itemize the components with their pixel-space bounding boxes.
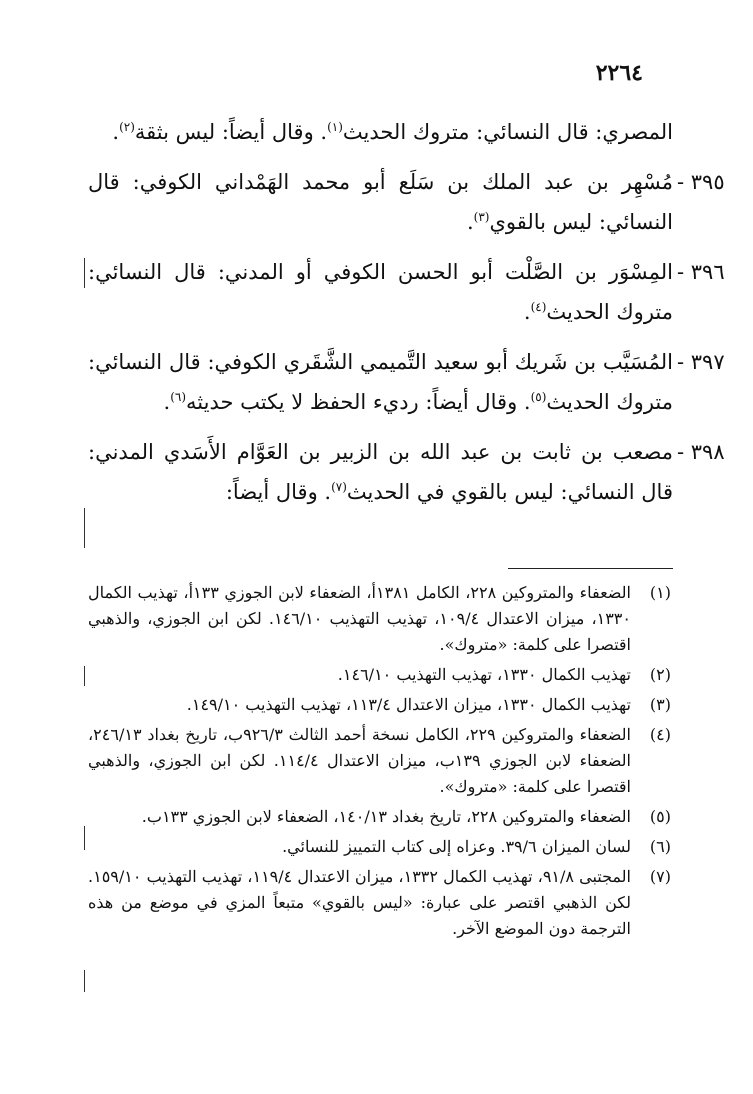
footnote-number: (٣) (649, 695, 671, 714)
entry-text: مصعب بن ثابت بن عبد الله بن الزبير بن العَوَّام الأَسَدي المدني: قال النسائي: ليس بالقوي في الحديث (88, 440, 673, 504)
entry-tail: . (163, 390, 171, 414)
footnote-number: (٢) (649, 665, 671, 684)
entry-tail: . (466, 210, 474, 234)
footnote (88, 580, 671, 658)
entry-text: مُسْهِر بن عبد الملك بن سَلَع أبو محمد الهَمْداني الكوفي: قال النسائي: ليس بالقوي (88, 170, 673, 234)
entry-text: المِسْوَر بن الصَّلْت أبو الحسن الكوفي أو المدني: قال النسائي: متروك الحديث (88, 260, 673, 324)
entry-tail: . وقال أيضاً: رديء الحفظ لا يكتب حديثه (186, 390, 531, 414)
footnote-ref[interactable]: (٦) (170, 390, 187, 404)
continuation-end: . (112, 120, 120, 144)
main-text (88, 112, 725, 522)
footnote-text: الضعفاء والمتروكين ٢٢٩، الكامل نسخة أحمد الثالث ٩٢٦/٣ب، تاريخ بغداد ٢٤٦/١٣، الضعفاء لابن الجوزي ١٣٩ب، ميزان الاعتدال ١١٤/٤. لكن ابن الجوزي، والذهبي اقتصرا على كلمة: «متروك». (88, 725, 631, 796)
footnote (88, 662, 671, 688)
entry-number: ٣٩٥ - (677, 170, 725, 194)
footnote (88, 864, 671, 942)
entry-395 (88, 162, 725, 242)
entry-tail: . وقال أيضاً: (225, 480, 332, 504)
footnote-separator (508, 568, 673, 569)
footnotes (88, 580, 671, 946)
footnote-number: (٤) (649, 725, 671, 744)
entry-397 (88, 342, 725, 422)
entry-398 (88, 432, 725, 512)
scan-margin-mark (84, 508, 85, 548)
footnote-text: الضعفاء والمتروكين ٢٢٨، تاريخ بغداد ١٤٠/١٣، الضعفاء لابن الجوزي ١٣٣ب. (141, 807, 631, 826)
footnote-text: لسان الميزان ٣٩/٦. وعزاه إلى كتاب التمييز للنسائي. (282, 837, 631, 856)
footnote (88, 834, 671, 860)
entry-text: المُسَيَّب بن شَريك أبو سعيد التَّميمي الشَّقَري الكوفي: قال النسائي: متروك الحديث (88, 350, 673, 414)
continuation-paragraph (88, 112, 673, 152)
scan-margin-mark (84, 826, 85, 850)
footnote-text: المجتبى ٩١/٨، تهذيب الكمال ١٣٣٢، ميزان الاعتدال ١١٩/٤، تهذيب التهذيب ١٥٩/١٠. لكن الذهبي اقتصر على عبارة: «ليس بالقوي» متبعاً المزي في موضع من هذه الترجمة دون الموضع الآخر. (88, 867, 631, 938)
continuation-text: المصري: قال النسائي: متروك الحديث (342, 120, 673, 144)
entry-number: ٣٩٧ - (677, 350, 725, 374)
footnote (88, 804, 671, 830)
footnote (88, 692, 671, 718)
footnote-number: (٥) (649, 807, 671, 826)
footnote-number: (١) (649, 583, 671, 602)
footnote-text: الضعفاء والمتروكين ٢٢٨، الكامل ١٣٨١أ، الضعفاء لابن الجوزي ١٣٣أ، تهذيب الكمال ١٣٣٠، ميزان الاعتدال ١٠٩/٤، تهذيب التهذيب ١٤٦/١٠. لكن ابن الجوزي، والذهبي اقتصرا على كلمة: «متروك». (88, 583, 632, 654)
footnote (88, 722, 671, 800)
footnote-ref[interactable]: (١) (327, 120, 343, 134)
scan-margin-mark (84, 258, 85, 288)
continuation-mid: . وقال أيضاً: ليس بثقة (134, 120, 328, 144)
footnote-ref[interactable]: (٥) (530, 390, 547, 404)
entry-number: ٣٩٨ - (677, 440, 725, 464)
entry-number: ٣٩٦ - (677, 260, 725, 284)
entry-396 (88, 252, 725, 332)
page-number: ٢٢٦٤ (595, 60, 643, 86)
scan-margin-mark (84, 970, 85, 992)
scan-margin-mark (84, 666, 85, 686)
footnote-text: تهذيب الكمال ١٣٣٠، ميزان الاعتدال ١١٣/٤، تهذيب التهذيب ١٤٩/١٠. (186, 695, 631, 714)
footnote-ref[interactable]: (٣) (473, 210, 490, 224)
footnote-ref[interactable]: (٤) (530, 300, 547, 314)
footnote-number: (٧) (649, 867, 671, 886)
footnote-number: (٦) (649, 837, 671, 856)
entry-tail: . (523, 300, 531, 324)
footnote-ref[interactable]: (٧) (331, 480, 347, 494)
footnote-ref[interactable]: (٢) (119, 120, 135, 134)
footnote-text: تهذيب الكمال ١٣٣٠، تهذيب التهذيب ١٤٦/١٠. (337, 665, 631, 684)
